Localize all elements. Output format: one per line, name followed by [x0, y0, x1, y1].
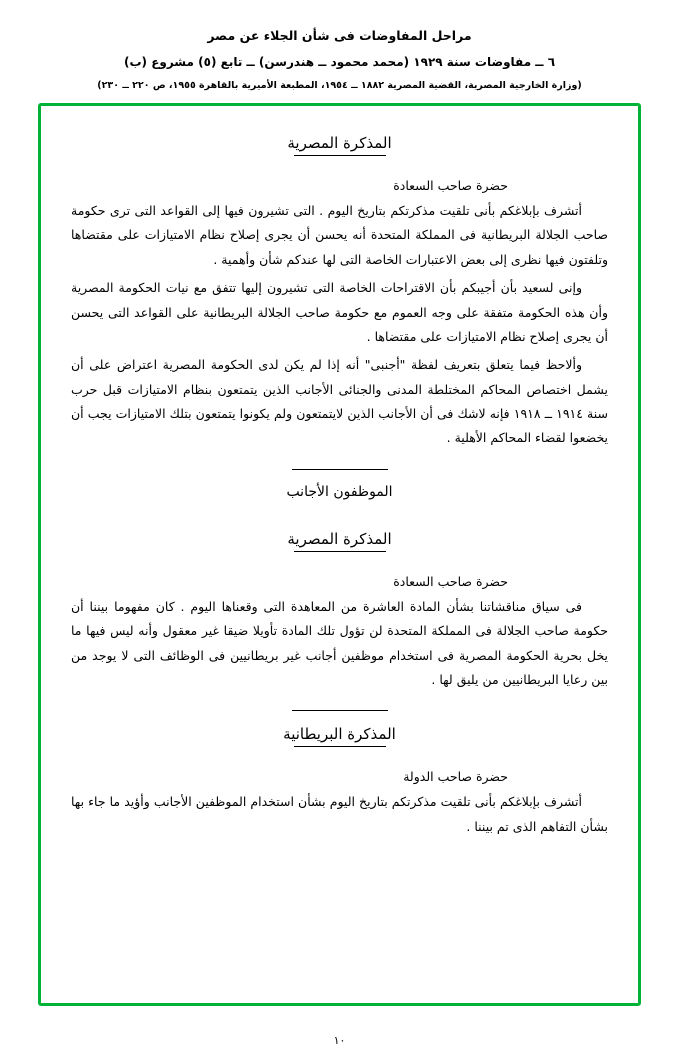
title-underline-3: [294, 746, 386, 747]
header-source-line: (وزارة الخارجية المصرية، القضية المصرية ١٨٨٢ ــ ١٩٥٤، المطبعة الأميرية بالقاهرة ١٩٥٥، ص ٢٢٠ ــ ٢٣٠): [97, 80, 582, 91]
section-divider-1: [292, 469, 388, 470]
paragraph-1: أتشرف بإبلاغكم بأنى تلقيت مذكرتكم بتاريخ اليوم . التى تشيرون فيها إلى القواعد التى ترى حكومة صاحب الجلالة البريطانية فى المملكة المتحدة أنه يحسن أن يجرى إصلاح نظام الامتيازات على مقتضاها وتلفتون فيها نظرى إلى بعض الاعتبارات الخاصة التى لها عندكم شأن وأهمية .: [71, 203, 608, 267]
header-subtitle-line: ٦ ــ مفاوضات سنة ١٩٢٩ (محمد محمود ــ هندرسن) ــ تابع (٥) مشروع (ب): [123, 55, 556, 69]
page-number: ١٠: [333, 1034, 346, 1047]
salutation-excellency-1: حضرة صاحب السعادة: [393, 178, 508, 193]
page-footer: [0, 1024, 679, 1061]
paragraph-2: وإنى لسعيد بأن أجيبكم بأن الاقتراحات الخاصة التى تشيرون إليها تتفق مع نيات الحكومة المصرية وأن هذه الحكومة متفقة على وجه العموم مع حكومة صاحب الجلالة البريطانية على القواعد التى يحسن أن يجرى إصلاح نظام الامتيازات على مقتضاها .: [71, 280, 608, 344]
memo-title-egyptian-2: المذكرة المصرية: [287, 529, 392, 548]
paragraph-3: وألاحظ فيما يتعلق بتعريف لفظة "أجنبى" أنه إذا لم يكن لدى الحكومة المصرية اعتراض على أن يشمل اختصاص المحاكم المختلطة المدنى والجنائى الأجانب الذين يتمتعون بنظام الامتيازات قبل حرب سنة ١٩١٤ ــ ١٩١٨ فإنه لاشك فى أن الأجانب الذين لايتمتعون ولم يكونوا يتمتعون بتلك الامتيازات يجب أن يخضعوا لقضاء المحاكم الأهلية .: [71, 357, 608, 446]
section-heading-foreign-employees: الموظفون الأجانب: [286, 483, 393, 500]
salutation-excellency-2: حضرة صاحب السعادة: [393, 573, 508, 589]
paragraph-4: فى سياق مناقشاتنا بشأن المادة العاشرة من المعاهدة التى وقعناها اليوم . كان مفهوما بيننا أن حكومة صاحب الجلالة فى المملكة المتحدة لن تؤول تلك المادة تأويلا ضيقا غير معقول وأنه ليس فيها ما يخل بحرية الحكومة المصرية فى استخدام موظفين أجانب غير بريطانيين فى الوظائف التى لا يوجد من بين رعايا البريطانيين من يليق لها .: [71, 598, 608, 687]
memo-title-egyptian-1: المذكرة المصرية: [287, 134, 392, 152]
memo-title-british: المذكرة البريطانية: [283, 725, 396, 744]
title-underline-2: [294, 551, 386, 552]
salutation-excellency-3: حضرة صاحب الدولة: [403, 769, 508, 785]
section-divider-2: [292, 710, 388, 711]
spacer-1: [71, 500, 608, 522]
header-title-line: مراحل المفاوضات فى شأن الجلاء عن مصر: [207, 28, 472, 43]
green-border-frame: [38, 103, 641, 1006]
paragraph-5: أتشرف بإبلاغكم بأنى تلقيت مذكرتكم بتاريخ اليوم بشأن استخدام الموظفين الأجانب وأؤيد ما جاء بها بشأن التفاهم الذى تم بيننا .: [71, 794, 608, 834]
framed-content-wrapper: [0, 91, 679, 1024]
title-underline-1: [294, 155, 386, 156]
page-header: [0, 0, 679, 91]
